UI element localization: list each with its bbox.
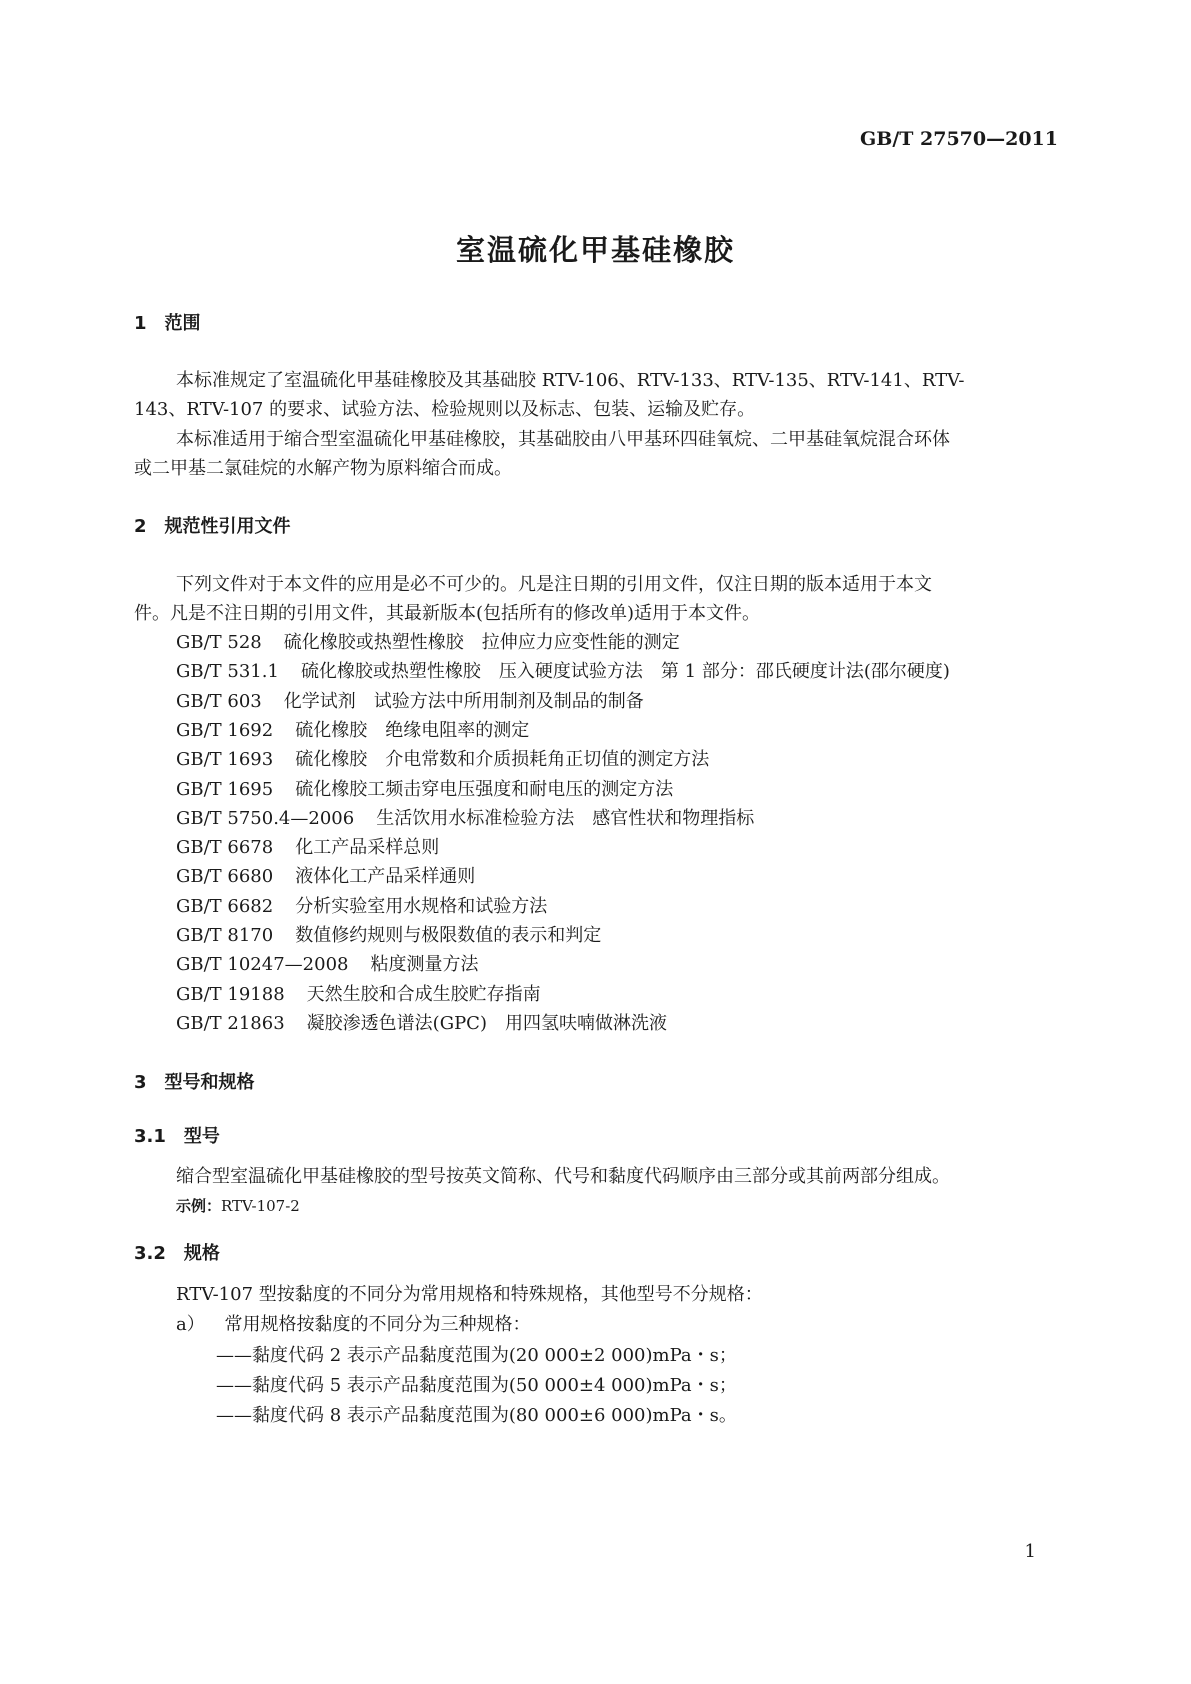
section-3-2-text: RTV-107 型按黏度的不同分为常用规格和特殊规格，其他型号不分规格：: [176, 1284, 763, 1305]
section-3-1-example: [176, 1195, 300, 1216]
reference-title: 分析实验室用水规格和试验方法: [295, 895, 548, 917]
reference-code: GB/T 1695: [176, 778, 274, 800]
viscosity-code-8: ——黏度代码 8 表示产品黏度范围为(80 000±6 000)mPa・s。: [216, 1405, 737, 1426]
reference-title: 化学试剂 试验方法中所用制剂及制品的制备: [283, 690, 644, 712]
section-1-heading: 1 范围: [134, 313, 201, 334]
reference-item: [176, 775, 673, 801]
document-title: 室温硫化甲基硅橡胶: [455, 233, 735, 267]
reference-title: 硫化橡胶或热塑性橡胶 压入硬度试验方法 第 1 部分：邵氏硬度计法(邵尔硬度): [300, 661, 950, 683]
reference-code: GB/T 528: [176, 632, 262, 653]
list-item-a-label: a）: [176, 1314, 205, 1335]
reference-code: GB/T 8170: [176, 925, 274, 946]
reference-code: GB/T 603: [176, 690, 262, 712]
reference-title: 粘度测量方法: [370, 954, 479, 976]
list-item-a-text: 常用规格按黏度的不同分为三种规格：: [224, 1314, 531, 1335]
reference-item: [176, 862, 475, 888]
section-1-paragraph-2-line-1: 本标准适用于缩合型室温硫化甲基硅橡胶，其基础胶由八甲基环四硅氧烷、二甲基硅氧烷混合环体: [176, 429, 950, 450]
reference-item: [176, 804, 754, 830]
reference-code: GB/T 19188: [176, 983, 285, 1005]
reference-title: 硫化橡胶或热塑性橡胶 拉伸应力应变性能的测定: [283, 632, 680, 653]
reference-title: 数值修约规则与极限数值的表示和判定: [295, 925, 602, 946]
example-value: RTV-107-2: [221, 1197, 300, 1215]
reference-code: GB/T 10247—2008: [176, 954, 349, 976]
reference-title: 生活饮用水标准检验方法 感官性状和物理指标: [376, 807, 755, 829]
reference-code: GB/T 6680: [176, 866, 274, 888]
reference-title: 天然生胶和合成生胶贮存指南: [306, 983, 541, 1005]
reference-code: GB/T 6682: [176, 895, 274, 917]
reference-title: 硫化橡胶工频击穿电压强度和耐电压的测定方法: [295, 778, 674, 800]
section-2-intro-line-2: 件。凡是不注日期的引用文件，其最新版本(包括所有的修改单)适用于本文件。: [134, 603, 761, 624]
reference-title: 液体化工产品采样通则: [295, 866, 476, 888]
reference-item: [176, 833, 439, 859]
page-number: 1: [1024, 1541, 1036, 1562]
reference-item: [176, 921, 601, 947]
reference-code: GB/T 1692: [176, 719, 274, 741]
section-2-heading: 2 规范性引用文件: [134, 516, 291, 537]
reference-item: [176, 892, 547, 918]
section-2-intro-line-1: 下列文件对于本文件的应用是必不可少的。凡是注日期的引用文件，仅注日期的版本适用于本文: [176, 574, 932, 595]
reference-code: GB/T 1693: [176, 749, 274, 771]
section-3-1-text: 缩合型室温硫化甲基硅橡胶的型号按英文简称、代号和黏度代码顺序由三部分或其前两部分组成。: [176, 1166, 950, 1187]
reference-title: 硫化橡胶 介电常数和介质损耗角正切值的测定方法: [295, 749, 710, 771]
section-1-paragraph-2-line-2: 或二甲基二氯硅烷的水解产物为原料缩合而成。: [134, 458, 512, 479]
viscosity-code-2: ——黏度代码 2 表示产品黏度范围为(20 000±2 000)mPa・s；: [216, 1345, 737, 1366]
reference-title: 凝胶渗透色谱法(GPC) 用四氢呋喃做淋洗液: [306, 1012, 667, 1034]
section-1-paragraph-1-line-2: 143、RTV-107 的要求、试验方法、检验规则以及标志、包装、运输及贮存。: [134, 399, 756, 420]
reference-code: GB/T 5750.4—2006: [176, 807, 355, 829]
reference-item: [176, 657, 950, 683]
section-1-paragraph-1-line-1: 本标准规定了室温硫化甲基硅橡胶及其基础胶 RTV-106、RTV-133、RTV-135、RTV-141、RTV-: [176, 370, 965, 391]
reference-item: [176, 716, 529, 742]
reference-title: 硫化橡胶 绝缘电阻率的测定: [295, 719, 530, 741]
reference-code: GB/T 21863: [176, 1012, 285, 1034]
section-3-heading: 3 型号和规格: [134, 1072, 255, 1093]
section-3-1-heading: 3.1 型号: [134, 1126, 220, 1147]
reference-item: [176, 1009, 667, 1035]
reference-title: 化工产品采样总则: [295, 837, 440, 859]
reference-code: GB/T 531.1: [176, 661, 279, 683]
list-item-a: [176, 1310, 530, 1336]
example-label: 示例：: [176, 1197, 222, 1215]
reference-code: GB/T 6678: [176, 837, 274, 859]
standard-number: GB/T 27570—2011: [860, 128, 1058, 150]
reference-item: [176, 628, 680, 654]
reference-item: [176, 950, 478, 976]
reference-item: [176, 687, 644, 713]
viscosity-code-5: ——黏度代码 5 表示产品黏度范围为(50 000±4 000)mPa・s；: [216, 1375, 737, 1396]
reference-item: [176, 980, 541, 1006]
reference-item: [176, 745, 709, 771]
section-3-2-heading: 3.2 规格: [134, 1243, 220, 1264]
